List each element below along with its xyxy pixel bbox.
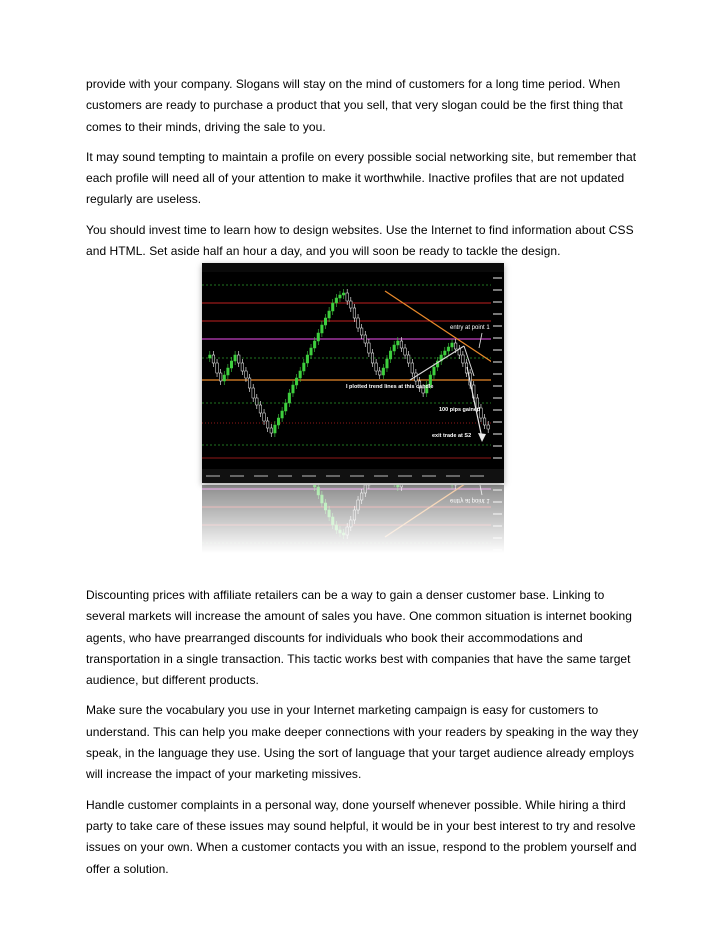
annotation-trend: I plotted trend lines at this candle	[346, 384, 434, 390]
paragraph-vocabulary: Make sure the vocabulary you use in your Internet marketing campaign is easy for customers to understand. This can help you make deeper connections with your readers by speaking in the way they speak, in the language they use. Using the sort of language that your target audience already employs will increase the impact of your marketing missives.	[86, 703, 639, 782]
candle-body	[447, 347, 450, 351]
document-body-bottom	[86, 585, 646, 889]
paragraph-web-design: You should invest time to learn how to design websites. Use the Internet to find information about CSS and HTML. Set aside half an hour a day, and you will soon be ready to tackle the design.	[86, 222, 634, 259]
candle-body	[216, 363, 219, 373]
candle-body	[331, 303, 334, 311]
chart-reflection	[202, 485, 504, 565]
chart-svg	[202, 263, 504, 483]
candle-body	[407, 355, 410, 363]
candle-body	[483, 418, 486, 425]
candle-body	[487, 425, 490, 429]
candle-body	[306, 355, 309, 363]
candle-body	[292, 385, 295, 393]
candle-body	[397, 341, 400, 345]
candle-body	[299, 371, 302, 378]
candle-body	[274, 425, 277, 433]
annotation-pips: 100 pips gained	[439, 407, 481, 413]
candle-body	[256, 398, 259, 405]
candle-body	[371, 353, 374, 363]
candle-body	[353, 308, 356, 318]
candle-body	[350, 301, 353, 308]
candle-body	[234, 355, 237, 361]
candle-body	[277, 418, 280, 425]
candle-body	[360, 328, 363, 335]
candle-body	[252, 388, 255, 398]
paragraph-complaints: Handle customer complaints in a personal way, done yourself whenever possible. While hiring a third party to take care of these issues may sound helpful, it would be in your best interest to try and resolve issues on your own. When a customer contacts you with an issue, respond to the problem yourself and offer a solution.	[86, 797, 637, 876]
candle-body	[281, 411, 284, 418]
candle-body	[342, 293, 345, 295]
candle-body	[295, 378, 298, 385]
candle-body	[454, 343, 457, 349]
candle-body	[462, 355, 465, 363]
candle-body	[386, 359, 389, 368]
candle-body	[263, 413, 266, 421]
candle-body	[266, 421, 269, 428]
candle-body	[389, 351, 392, 359]
candle-body	[382, 368, 385, 375]
candle-body	[212, 355, 215, 363]
candle-body	[223, 375, 226, 381]
candle-body	[451, 343, 454, 347]
candle-body	[245, 371, 248, 378]
paragraph-slogans: provide with your company. Slogans will stay on the mind of customers for a long time period. When customers are ready to purchase a product that you sell, that very slogan could be the first thing that comes to their minds, driving the sale to you.	[86, 77, 623, 134]
forex-chart-figure	[202, 263, 504, 573]
candle-body	[368, 343, 371, 353]
candle-body	[346, 293, 349, 301]
document-body-top	[86, 74, 646, 271]
candle-body	[284, 403, 287, 411]
candle-body	[321, 325, 324, 333]
candle-body	[310, 348, 313, 355]
candle-body	[433, 367, 436, 375]
candle-body	[313, 341, 316, 348]
forex-chart-image	[202, 263, 504, 483]
candle-body	[444, 351, 447, 355]
candle-body	[364, 335, 367, 343]
candle-body	[227, 368, 230, 375]
candle-body	[241, 363, 244, 371]
candle-body	[335, 298, 338, 303]
candle-body	[317, 333, 320, 341]
candle-body	[209, 355, 212, 358]
candle-body	[404, 348, 407, 355]
candle-body	[230, 361, 233, 368]
candle-body	[357, 318, 360, 328]
candle-body	[288, 393, 291, 403]
candle-body	[393, 345, 396, 351]
candle-body	[411, 363, 414, 373]
paragraph-social-profiles: It may sound tempting to maintain a profile on every possible social networking site, but remember that each profile will need all of your attention to make it worthwhile. Inactive profiles that are not updated regularly are useless.	[86, 149, 637, 207]
candle-body	[303, 363, 306, 371]
candle-body	[328, 311, 331, 318]
candle-body	[219, 373, 222, 381]
candle-body	[237, 355, 240, 363]
candle-body	[339, 295, 342, 298]
candle-body	[259, 405, 262, 413]
candle-body	[400, 341, 403, 348]
candle-body	[270, 428, 273, 433]
candle-body	[375, 363, 378, 371]
candle-body	[324, 318, 327, 325]
candle-body	[378, 371, 381, 375]
annotation-entry: entry at point 1	[450, 325, 490, 331]
candle-body	[248, 378, 251, 388]
paragraph-discounting: Discounting prices with affiliate retailers can be a way to gain a denser customer base. Linking to several markets will increase the amount of sales you have. One common situation is internet booking agents, who have prearranged discounts for individuals who book their accommodations and transportation in a single transaction. This tactic works best with companies that have the same target audience, but different products.	[86, 588, 632, 688]
annotation-exit: exit trade at S2	[432, 433, 472, 439]
